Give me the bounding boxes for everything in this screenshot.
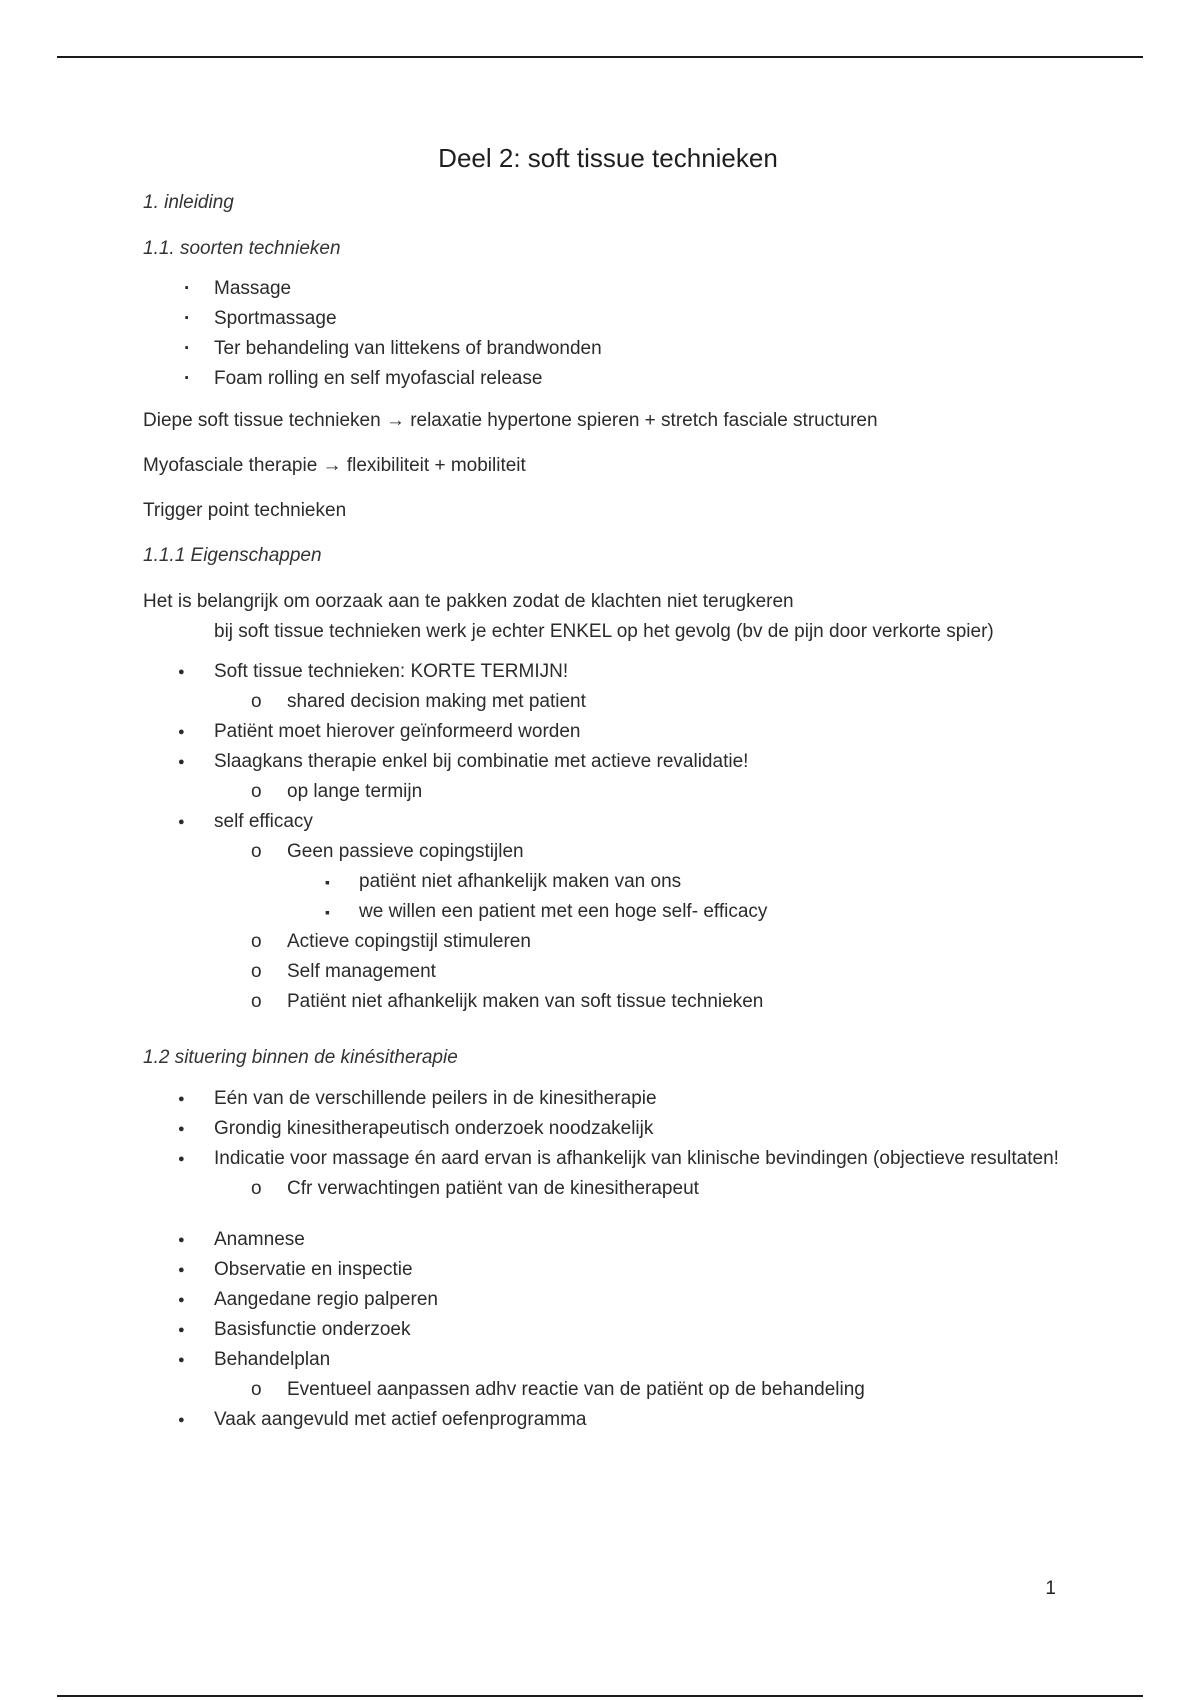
header-rule [57,56,1143,58]
list-item: ● Observatie en inspectie [143,1255,1073,1285]
sub-list-item: o shared decision making met patient [143,687,1073,717]
list-item: ● Anamnese [143,1225,1073,1255]
list-item: · Massage [143,274,1073,304]
eigenschappen-line-2: bij soft tissue technieken werk je echter ENKEL op het gevolg (bv de pijn door verkorte spier) [214,621,994,642]
page-title: Deel 2: soft tissue technieken [438,143,778,173]
list-item: ● Basisfunctie onderzoek [143,1315,1073,1345]
list-item: ● Grondig kinesitherapeutisch onderzoek noodzakelijk [143,1114,1073,1144]
techniques-list [143,274,1073,394]
sub-list-item-text: Geen passieve copingstijlen [287,841,524,862]
sub-sub-list-item: ▪ we willen een patient met een hoge self- efficacy [143,897,1073,927]
sub-list-item: o Actieve copingstijl stimuleren [143,927,1073,957]
list-item [143,807,1073,1017]
list-item: · Ter behandeling van littekens of brandwonden [143,334,1073,364]
list-item-text: Soft tissue technieken: KORTE TERMIJN! [214,661,569,682]
list-item [143,747,1073,807]
sub-list-item: o Patiënt niet afhankelijk maken van soft tissue technieken [143,987,1073,1017]
list-item: ● Eén van de verschillende peilers in de kinesitherapie [143,1084,1073,1114]
list-item [143,657,1073,717]
list-item: ● Aangedane regio palperen [143,1285,1073,1315]
paragraph-eigenschappen [143,587,1073,647]
heading-inleiding: 1. inleiding [143,192,234,213]
procedure-list [143,1225,1073,1435]
eigenschappen-list [143,657,1073,1017]
paragraph-myofasciale: Myofasciale therapie → flexibiliteit + mobiliteit [143,455,526,476]
document-body [143,140,1073,1447]
list-item-text: self efficacy [214,811,313,832]
sub-list-item: o Self management [143,957,1073,987]
list-item: · Foam rolling en self myofascial release [143,364,1073,394]
list-item: ● Vaak aangevuld met actief oefenprogramma [143,1405,1073,1435]
list-item: ● Patiënt moet hierover geïnformeerd worden [143,717,1073,747]
paragraph-diepe: Diepe soft tissue technieken → relaxatie hypertone spieren + stretch fasciale structuren [143,410,878,431]
situering-list [143,1084,1073,1204]
footer-rule [57,1695,1143,1697]
page-number: 1 [1045,1578,1056,1599]
list-item: · Sportmassage [143,304,1073,334]
heading-eigenschappen: 1.1.1 Eigenschappen [143,545,322,566]
list-item-text: Behandelplan [214,1349,331,1370]
list-item [143,1345,1073,1405]
sub-sub-list-item: ▪ patiënt niet afhankelijk maken van ons [143,867,1073,897]
list-item [143,1144,1073,1204]
list-item-text: Slaagkans therapie enkel bij combinatie met actieve revalidatie! [214,751,749,772]
sub-list-item: o Eventueel aanpassen adhv reactie van de patiënt op de behandeling [143,1375,1073,1405]
sub-list-item: o Cfr verwachtingen patiënt van de kinesitherapeut [143,1174,1073,1204]
sub-list-item [143,837,1073,927]
heading-situering: 1.2 situering binnen de kinésitherapie [143,1047,458,1068]
heading-soorten-technieken: 1.1. soorten technieken [143,238,341,259]
sub-list-item: o op lange termijn [143,777,1073,807]
eigenschappen-line-1: Het is belangrijk om oorzaak aan te pakken zodat de klachten niet terugkeren [143,591,794,612]
list-item-text: Indicatie voor massage én aard ervan is afhankelijk van klinische bevindingen (objectieve resultaten! [214,1148,1059,1169]
paragraph-trigger: Trigger point technieken [143,500,347,521]
